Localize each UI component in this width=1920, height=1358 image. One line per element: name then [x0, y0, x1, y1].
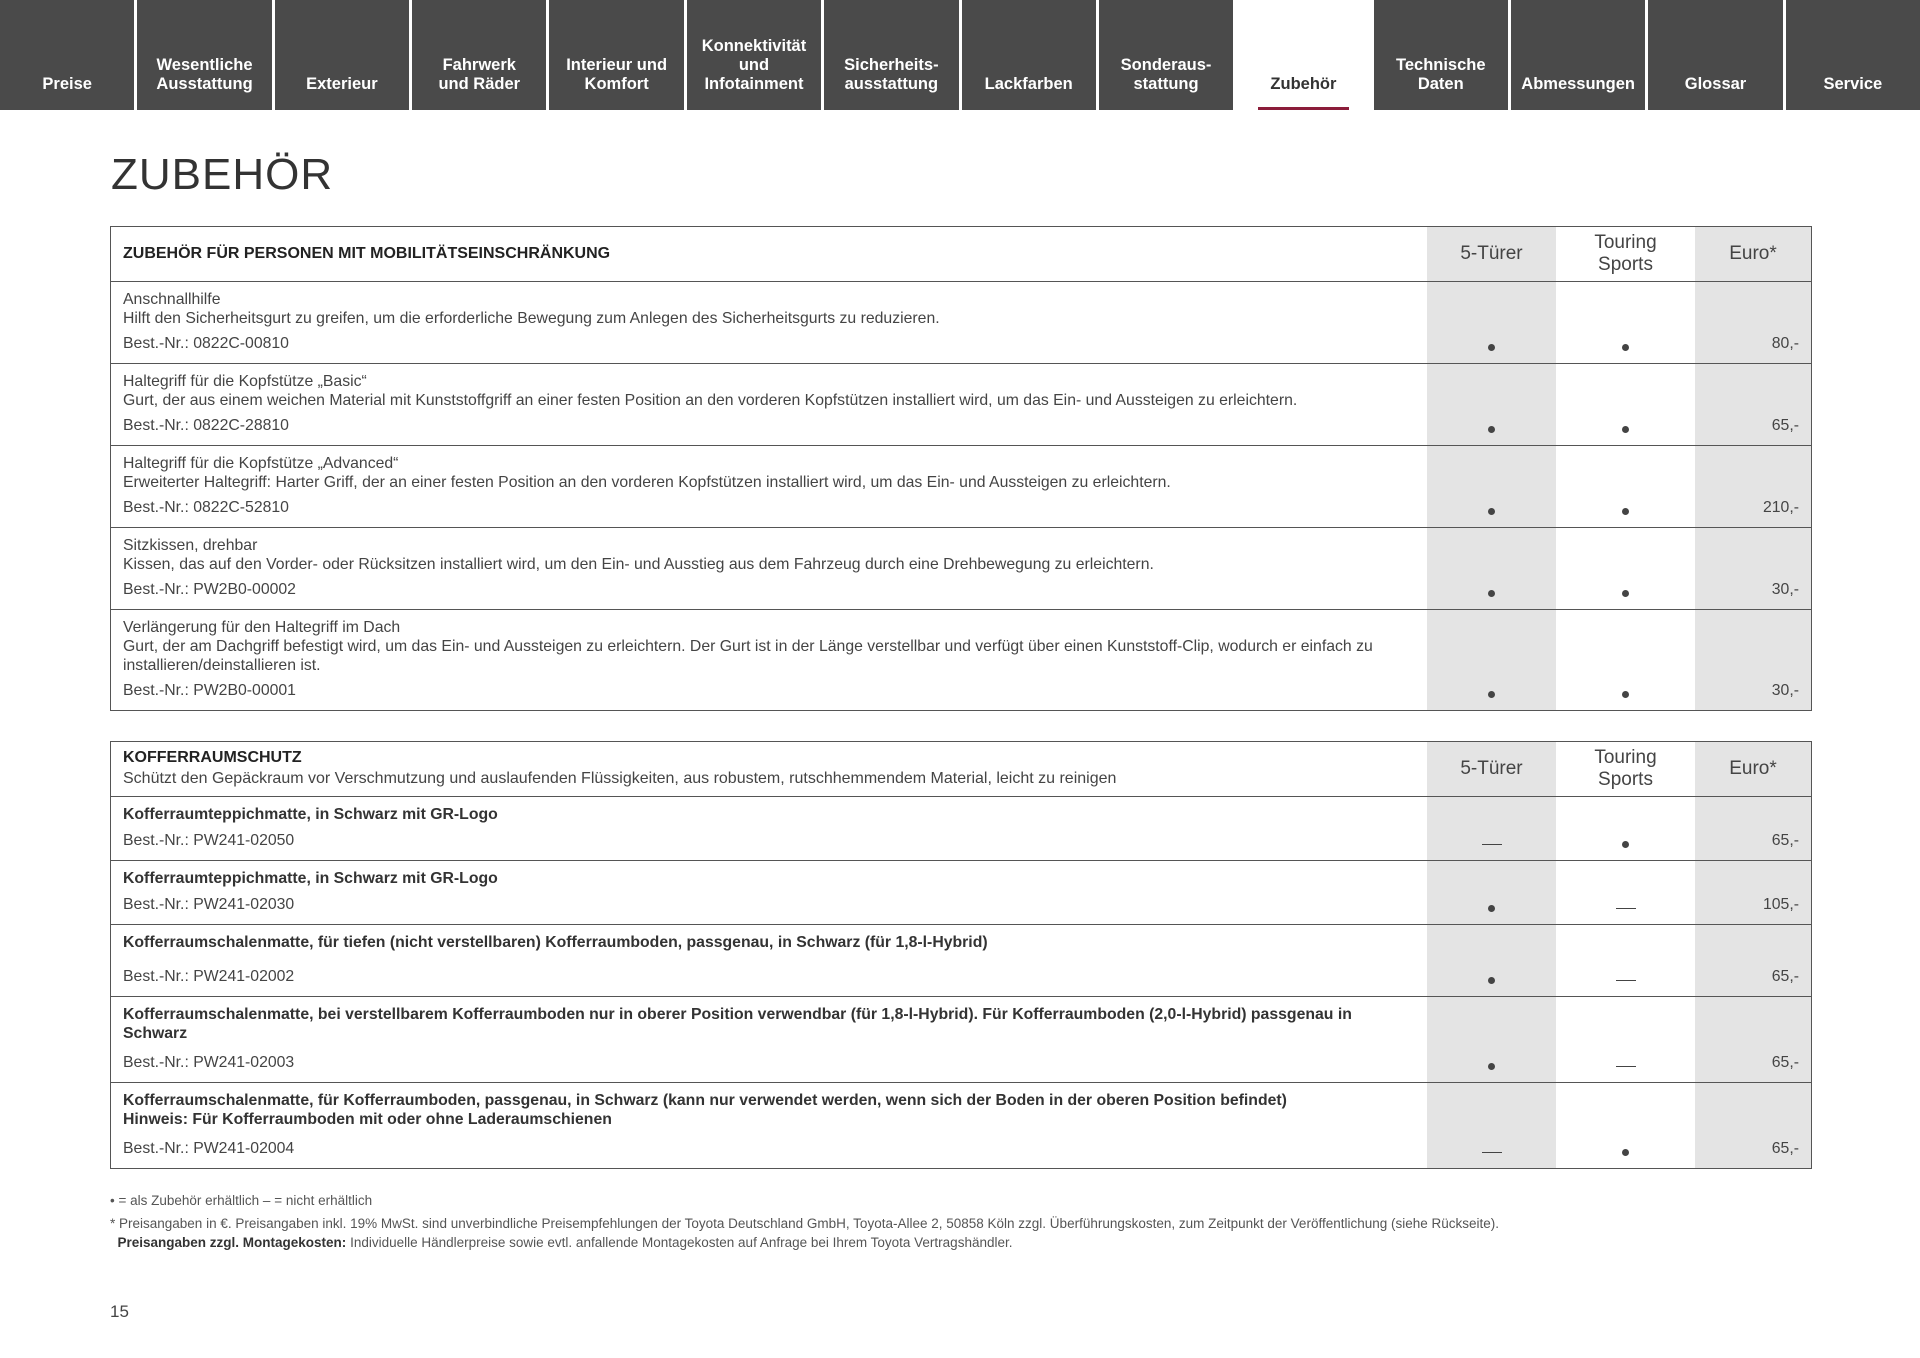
- item-description: Erweiterter Haltegriff: Harter Griff, der an einer festen Position an den vorderen Kopfstützen installiert wird, um das Ein- und Aussteigen zu erleichtern.: [123, 474, 1171, 491]
- availability-5-tuerer: [1427, 1083, 1556, 1168]
- available-dot-icon: [1488, 977, 1495, 984]
- availability-touring-sports: [1561, 610, 1690, 710]
- price-euro: 210,-: [1695, 446, 1811, 527]
- not-available-dash-icon: [1616, 908, 1636, 910]
- available-dot-icon: [1488, 691, 1495, 698]
- availability-touring-sports: [1561, 925, 1690, 996]
- price-euro: 105,-: [1695, 861, 1811, 924]
- availability-touring-sports: [1561, 861, 1690, 924]
- item-description: Hilft den Sicherheitsgurt zu greifen, um die erforderliche Bewegung zum Anlegen des Sicherheitsgurts zu reduzieren.: [123, 310, 940, 327]
- item-name: Kofferraumschalenmatte, bei verstellbarem Kofferraumboden nur in oberer Position verwendbar (für 1,8-l-Hybrid). Für Kofferraumboden (2,0-l-Hybrid) passgenau in Schwarz: [123, 1006, 1352, 1042]
- column-header-touring-sports: Touring Sports: [1594, 232, 1657, 275]
- available-dot-icon: [1622, 841, 1629, 848]
- availability-5-tuerer: [1427, 925, 1556, 996]
- item-name: Kofferraumteppichmatte, in Schwarz mit GR-Logo: [123, 870, 498, 887]
- table-row: [111, 796, 1811, 860]
- item-name: Haltegriff für die Kopfstütze „Basic“: [123, 373, 367, 390]
- item-name: Kofferraumschalenmatte, für tiefen (nicht verstellbaren) Kofferraumboden, passgenau, in Schwarz (für 1,8-l-Hybrid): [123, 934, 988, 951]
- tab-service[interactable]: Service: [1786, 0, 1920, 110]
- price-euro: 30,-: [1695, 528, 1811, 609]
- column-header-euro: Euro*: [1695, 227, 1811, 281]
- availability-touring-sports: [1561, 528, 1690, 609]
- order-number: Best.-Nr.: PW2B0-00001: [123, 682, 296, 699]
- available-dot-icon: [1622, 691, 1629, 698]
- tab-sicherheitsausstattung[interactable]: Sicherheits- ausstattung: [824, 0, 958, 110]
- table-row: [111, 609, 1811, 710]
- table-header: [111, 227, 1811, 281]
- order-number: Best.-Nr.: 0822C-00810: [123, 335, 289, 352]
- column-header-5-tuerer: 5-Türer: [1427, 742, 1556, 796]
- item-name: Verlängerung für den Haltegriff im Dach: [123, 619, 401, 636]
- tab-technische-daten[interactable]: Technische Daten: [1374, 0, 1508, 110]
- not-available-dash-icon: [1616, 1066, 1636, 1068]
- item-name: Haltegriff für die Kopfstütze „Advanced“: [123, 455, 399, 472]
- tab-wesentliche-ausstattung[interactable]: Wesentliche Ausstattung: [137, 0, 271, 110]
- item-description: Gurt, der aus einem weichen Material mit Kunststoffgriff an einer festen Position an den vorderen Kopfstützen installiert wird, um das Ein- und Aussteigen zu erleichtern.: [123, 392, 1298, 409]
- price-euro: 80,-: [1695, 282, 1811, 363]
- availability-5-tuerer: [1427, 364, 1556, 445]
- tab-abmessungen[interactable]: Abmessungen: [1511, 0, 1645, 110]
- order-number: Best.-Nr.: PW241-02030: [123, 896, 295, 913]
- available-dot-icon: [1622, 344, 1629, 351]
- tab-lackfarben[interactable]: Lackfarben: [962, 0, 1096, 110]
- order-number: Best.-Nr.: PW2B0-00002: [123, 581, 296, 598]
- price-euro: 30,-: [1695, 610, 1811, 710]
- page-title: ZUBEHÖR: [111, 150, 334, 199]
- table-row: [111, 281, 1811, 363]
- not-available-dash-icon: [1482, 1152, 1502, 1154]
- availability-touring-sports: [1561, 797, 1690, 860]
- table-row: [111, 445, 1811, 527]
- table-subtitle: Schützt den Gepäckraum vor Verschmutzung und auslaufenden Flüssigkeiten, aus robustem, rutschhemmendem Material, leicht zu reinigen: [123, 770, 1117, 787]
- accessory-table-kofferraumschutz: [110, 741, 1812, 1169]
- order-number: Best.-Nr.: PW241-02002: [123, 968, 295, 985]
- availability-5-tuerer: [1427, 797, 1556, 860]
- price-euro: 65,-: [1695, 364, 1811, 445]
- tab-interieur[interactable]: Interieur und Komfort: [549, 0, 683, 110]
- item-description: Kissen, das auf den Vorder- oder Rücksitzen installiert wird, um den Ein- und Ausstieg aus dem Fahrzeug durch eine Drehbewegung zu erleichtern.: [123, 556, 1154, 573]
- price-footnote: * Preisangaben in €. Preisangaben inkl. 19% MwSt. sind unverbindliche Preisempfehlungen der Toyota Deutschland GmbH, Toyota-Allee 2, 50858 Köln zzgl. Überführungskosten, zum Zeitpunkt der Veröffentlichung (siehe Rückseite). Preisangaben zzgl. Montagekosten: Individuelle Händlerpreise sowie evtl. anfallende Montagekosten auf Anfrage bei Ihrem Toyota Vertragshändler.: [110, 1216, 1500, 1250]
- availability-5-tuerer: [1427, 446, 1556, 527]
- column-header-euro: Euro*: [1695, 742, 1811, 796]
- order-number: Best.-Nr.: 0822C-52810: [123, 499, 289, 516]
- tab-zubehoer[interactable]: Zubehör: [1236, 0, 1370, 110]
- table-row: [111, 527, 1811, 609]
- availability-touring-sports: [1561, 997, 1690, 1082]
- availability-5-tuerer: [1427, 282, 1556, 363]
- tab-glossar[interactable]: Glossar: [1648, 0, 1782, 110]
- available-dot-icon: [1622, 1149, 1629, 1156]
- order-number: Best.-Nr.: PW241-02003: [123, 1054, 295, 1071]
- table-row: [111, 1082, 1811, 1168]
- available-dot-icon: [1488, 905, 1495, 912]
- available-dot-icon: [1488, 508, 1495, 515]
- table-row: [111, 860, 1811, 924]
- available-dot-icon: [1488, 1063, 1495, 1070]
- assembly-cost-label: Preisangaben zzgl. Montagekosten:: [117, 1235, 347, 1250]
- column-header-touring-sports: Touring Sports: [1594, 747, 1657, 790]
- available-dot-icon: [1488, 590, 1495, 597]
- availability-touring-sports: [1561, 282, 1690, 363]
- available-dot-icon: [1488, 426, 1495, 433]
- price-euro: 65,-: [1695, 1083, 1811, 1168]
- tab-preise[interactable]: Preise: [0, 0, 134, 110]
- availability-legend: • = als Zubehör erhältlich – = nicht erhältlich: [110, 1193, 373, 1208]
- table-header: [111, 742, 1811, 796]
- available-dot-icon: [1622, 590, 1629, 597]
- column-header-5-tuerer: 5-Türer: [1427, 227, 1556, 281]
- table-title: KOFFERRAUMSCHUTZ: [123, 749, 302, 766]
- availability-5-tuerer: [1427, 861, 1556, 924]
- available-dot-icon: [1622, 426, 1629, 433]
- available-dot-icon: [1488, 344, 1495, 351]
- order-number: Best.-Nr.: 0822C-28810: [123, 417, 289, 434]
- item-name: Kofferraumteppichmatte, in Schwarz mit GR-Logo: [123, 806, 498, 823]
- price-euro: 65,-: [1695, 925, 1811, 996]
- top-navigation: [0, 0, 1920, 110]
- available-dot-icon: [1622, 508, 1629, 515]
- item-description: Gurt, der am Dachgriff befestigt wird, um das Ein- und Aussteigen zu erleichtern. Der Gurt ist in der Länge verstellbar und verfügt über einen Kunststoff-Clip, wodurch er einfach zu installieren/deinstallieren ist.: [123, 638, 1373, 674]
- table-row: [111, 924, 1811, 996]
- page-number: 15: [110, 1302, 129, 1321]
- table-row: [111, 363, 1811, 445]
- not-available-dash-icon: [1616, 980, 1636, 982]
- order-number: Best.-Nr.: PW241-02050: [123, 832, 295, 849]
- order-number: Best.-Nr.: PW241-02004: [123, 1140, 295, 1157]
- availability-touring-sports: [1561, 1083, 1690, 1168]
- price-euro: 65,-: [1695, 797, 1811, 860]
- availability-5-tuerer: [1427, 610, 1556, 710]
- item-name: Anschnallhilfe: [123, 291, 221, 308]
- price-euro: 65,-: [1695, 997, 1811, 1082]
- tab-sonderausstattung[interactable]: Sonderaus- stattung: [1099, 0, 1233, 110]
- table-row: [111, 996, 1811, 1082]
- tab-konnektivitaet[interactable]: Konnektivität und Infotainment: [687, 0, 821, 110]
- availability-5-tuerer: [1427, 997, 1556, 1082]
- tab-fahrwerk[interactable]: Fahrwerk und Räder: [412, 0, 546, 110]
- item-name: Kofferraumschalenmatte, für Kofferraumboden, passgenau, in Schwarz (kann nur verwendet werden, wenn sich der Boden in der oberen Position befindet) Hinweis: Für Kofferraumboden mit oder ohne Laderaumschienen: [123, 1092, 1287, 1128]
- not-available-dash-icon: [1482, 844, 1502, 846]
- availability-touring-sports: [1561, 446, 1690, 527]
- table-title: ZUBEHÖR FÜR PERSONEN MIT MOBILITÄTSEINSCHRÄNKUNG: [123, 244, 611, 262]
- availability-touring-sports: [1561, 364, 1690, 445]
- tab-exterieur[interactable]: Exterieur: [275, 0, 409, 110]
- availability-5-tuerer: [1427, 528, 1556, 609]
- accessory-table-mobility: [110, 226, 1812, 711]
- item-name: Sitzkissen, drehbar: [123, 537, 258, 554]
